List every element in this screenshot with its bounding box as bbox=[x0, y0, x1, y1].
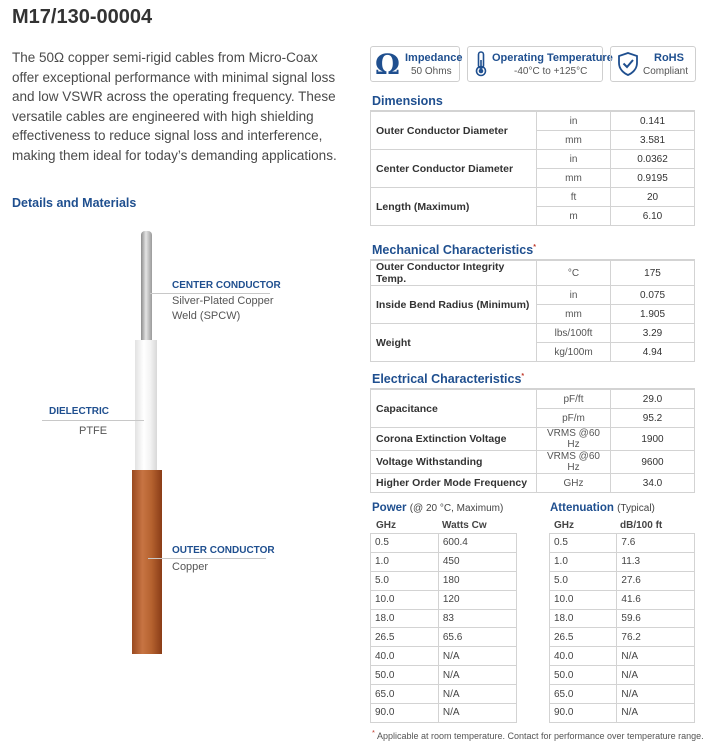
electrical-unit: VRMS @60 Hz bbox=[537, 451, 611, 474]
dielectric-material: PTFE bbox=[79, 425, 108, 437]
table-row bbox=[550, 704, 695, 723]
table-row bbox=[550, 647, 695, 666]
footnote-mark: * bbox=[372, 728, 375, 737]
power-frequency-cell: 90.0 bbox=[371, 704, 439, 723]
mechanical-value: 3.29 bbox=[611, 324, 695, 343]
attenuation-col-db: dB/100 ft bbox=[620, 520, 663, 531]
mechanical-value: 175 bbox=[611, 261, 695, 286]
table-row bbox=[371, 451, 695, 474]
rohs-badge bbox=[610, 46, 696, 82]
temperature-badge bbox=[467, 46, 613, 82]
power-value-cell: N/A bbox=[438, 704, 516, 723]
power-frequency-cell: 0.5 bbox=[371, 534, 439, 553]
attenuation-frequency-cell: 40.0 bbox=[550, 647, 617, 666]
table-row bbox=[371, 428, 695, 451]
power-heading-text: Power bbox=[372, 502, 407, 514]
dimensions-table bbox=[370, 111, 695, 226]
electrical-footnote-mark: * bbox=[521, 372, 525, 380]
power-qualifier: (@ 20 °C, Maximum) bbox=[409, 503, 504, 514]
electrical-unit: VRMS @60 Hz bbox=[537, 428, 611, 451]
attenuation-frequency-cell: 5.0 bbox=[550, 571, 617, 590]
table-row bbox=[371, 571, 517, 590]
attenuation-frequency-cell: 1.0 bbox=[550, 552, 617, 571]
attenuation-qualifier: (Typical) bbox=[617, 503, 655, 514]
mechanical-unit: kg/100m bbox=[537, 343, 611, 362]
product-title: M17/130-00004 bbox=[12, 6, 153, 28]
dimension-unit: mm bbox=[537, 169, 611, 188]
rohs-title: RoHS bbox=[654, 52, 684, 64]
power-value-cell: 180 bbox=[438, 571, 516, 590]
mechanical-value: 4.94 bbox=[611, 343, 695, 362]
attenuation-value-cell: N/A bbox=[617, 647, 695, 666]
outer-conductor-material: Copper bbox=[172, 561, 209, 573]
electrical-label: Voltage Withstanding bbox=[371, 451, 537, 474]
mechanical-value: 0.075 bbox=[611, 286, 695, 305]
mechanical-unit: °C bbox=[537, 261, 611, 286]
power-frequency-cell: 26.5 bbox=[371, 628, 439, 647]
attenuation-value-cell: 41.6 bbox=[617, 590, 695, 609]
table-row bbox=[550, 628, 695, 647]
table-row bbox=[550, 571, 695, 590]
dimension-label: Length (Maximum) bbox=[371, 188, 537, 226]
attenuation-value-cell: 76.2 bbox=[617, 628, 695, 647]
power-col-watts: Watts Cw bbox=[442, 520, 487, 531]
dimension-unit: m bbox=[537, 207, 611, 226]
table-row bbox=[371, 704, 517, 723]
details-heading: Details and Materials bbox=[12, 196, 137, 210]
dimension-value: 0.141 bbox=[611, 112, 695, 131]
dimension-label: Center Conductor Diameter bbox=[371, 150, 537, 188]
mechanical-unit: lbs/100ft bbox=[537, 324, 611, 343]
power-frequency-cell: 10.0 bbox=[371, 590, 439, 609]
shield-check-icon bbox=[616, 51, 640, 77]
omega-icon: Ω bbox=[375, 48, 400, 81]
attenuation-value-cell: 27.6 bbox=[617, 571, 695, 590]
power-value-cell: 120 bbox=[438, 590, 516, 609]
table-row bbox=[371, 150, 695, 169]
dimension-value: 0.0362 bbox=[611, 150, 695, 169]
impedance-title: Impedance bbox=[405, 52, 463, 64]
table-row bbox=[371, 628, 517, 647]
dimension-unit: in bbox=[537, 112, 611, 131]
electrical-value: 1900 bbox=[611, 428, 695, 451]
impedance-badge bbox=[370, 46, 463, 82]
center-conductor-title: CENTER CONDUCTOR bbox=[172, 280, 281, 291]
table-row bbox=[371, 188, 695, 207]
attenuation-value-cell: N/A bbox=[617, 666, 695, 685]
attenuation-heading bbox=[550, 502, 655, 514]
power-value-cell: 83 bbox=[438, 609, 516, 628]
electrical-label: Capacitance bbox=[371, 390, 537, 428]
dimension-unit: ft bbox=[537, 188, 611, 207]
mechanical-label: Inside Bend Radius (Minimum) bbox=[371, 286, 537, 324]
electrical-unit: pF/ft bbox=[537, 390, 611, 409]
table-row bbox=[371, 286, 695, 305]
mechanical-heading bbox=[372, 243, 536, 257]
table-row bbox=[550, 534, 695, 553]
electrical-unit: pF/m bbox=[537, 409, 611, 428]
attenuation-table bbox=[549, 533, 695, 723]
table-row bbox=[371, 261, 695, 286]
attenuation-frequency-cell: 65.0 bbox=[550, 685, 617, 704]
center-conductor-line2: Weld (SPCW) bbox=[172, 310, 241, 322]
power-table-body bbox=[371, 534, 517, 723]
outer-conductor-title: OUTER CONDUCTOR bbox=[172, 545, 275, 556]
attenuation-value-cell: 7.6 bbox=[617, 534, 695, 553]
electrical-unit: GHz bbox=[537, 474, 611, 493]
attenuation-value-cell: 59.6 bbox=[617, 609, 695, 628]
mechanical-label: Weight bbox=[371, 324, 537, 362]
table-row bbox=[371, 552, 517, 571]
attenuation-frequency-cell: 10.0 bbox=[550, 590, 617, 609]
table-row bbox=[550, 552, 695, 571]
attenuation-value-cell: N/A bbox=[617, 704, 695, 723]
mechanical-heading-text: Mechanical Characteristics bbox=[372, 243, 534, 257]
dimension-unit: mm bbox=[537, 131, 611, 150]
power-col-ghz: GHz bbox=[376, 520, 396, 531]
table-row bbox=[371, 324, 695, 343]
table-row bbox=[371, 112, 695, 131]
electrical-value: 95.2 bbox=[611, 409, 695, 428]
attenuation-value-cell: 11.3 bbox=[617, 552, 695, 571]
outer-conductor-illustration bbox=[132, 470, 162, 654]
dimension-value: 0.9195 bbox=[611, 169, 695, 188]
mechanical-value: 1.905 bbox=[611, 305, 695, 324]
table-row bbox=[371, 390, 695, 409]
power-frequency-cell: 50.0 bbox=[371, 666, 439, 685]
dimension-unit: in bbox=[537, 150, 611, 169]
electrical-heading bbox=[372, 372, 524, 386]
attenuation-frequency-cell: 18.0 bbox=[550, 609, 617, 628]
intro-paragraph: The 50Ω copper semi-rigid cables from Micro-Coax offer exceptional performance with minimal signal loss and low VSWR across the operating frequency. These versatile cables are engineered with high shielding effectiveness to reduce signal loss and interference, making them ideal for today’s demanding applications. bbox=[12, 50, 337, 163]
dimension-label: Outer Conductor Diameter bbox=[371, 112, 537, 150]
table-row bbox=[371, 474, 695, 493]
attenuation-value-cell: N/A bbox=[617, 685, 695, 704]
electrical-value: 29.0 bbox=[611, 390, 695, 409]
center-conductor-material bbox=[172, 294, 274, 324]
thermometer-icon bbox=[474, 51, 488, 77]
attenuation-heading-text: Attenuation bbox=[550, 502, 614, 514]
power-value-cell: 450 bbox=[438, 552, 516, 571]
dimension-value: 6.10 bbox=[611, 207, 695, 226]
temperature-title: Operating Temperature bbox=[492, 52, 613, 64]
power-value-cell: N/A bbox=[438, 666, 516, 685]
dielectric-callout-line bbox=[42, 420, 144, 421]
power-frequency-cell: 65.0 bbox=[371, 685, 439, 704]
attenuation-frequency-cell: 26.5 bbox=[550, 628, 617, 647]
outer-callout-line bbox=[148, 558, 266, 559]
table-row bbox=[371, 609, 517, 628]
center-conductor-illustration bbox=[141, 231, 152, 341]
table-row bbox=[550, 609, 695, 628]
table-row bbox=[371, 534, 517, 553]
power-heading bbox=[372, 502, 503, 514]
mechanical-unit: mm bbox=[537, 305, 611, 324]
power-frequency-cell: 18.0 bbox=[371, 609, 439, 628]
dimension-value: 20 bbox=[611, 188, 695, 207]
table-row bbox=[550, 685, 695, 704]
power-frequency-cell: 5.0 bbox=[371, 571, 439, 590]
electrical-heading-text: Electrical Characteristics bbox=[372, 372, 522, 386]
table-row bbox=[371, 685, 517, 704]
dielectric-title: DIELECTRIC bbox=[49, 406, 109, 417]
table-row bbox=[550, 666, 695, 685]
footnote bbox=[372, 728, 704, 741]
table-row bbox=[371, 647, 517, 666]
dimensions-heading: Dimensions bbox=[372, 94, 443, 108]
mechanical-footnote-mark: * bbox=[533, 243, 536, 251]
electrical-value: 34.0 bbox=[611, 474, 695, 493]
power-table bbox=[370, 533, 517, 723]
attenuation-col-ghz: GHz bbox=[554, 520, 574, 531]
power-value-cell: N/A bbox=[438, 647, 516, 666]
attenuation-frequency-cell: 90.0 bbox=[550, 704, 617, 723]
footnote-text: Applicable at room temperature. Contact for performance over temperature range. bbox=[376, 731, 704, 741]
mechanical-table bbox=[370, 260, 695, 362]
rohs-status: Compliant bbox=[643, 66, 689, 77]
center-conductor-line1: Silver-Plated Copper bbox=[172, 295, 274, 307]
table-row bbox=[550, 590, 695, 609]
mechanical-unit: in bbox=[537, 286, 611, 305]
electrical-table bbox=[370, 389, 695, 493]
attenuation-table-body bbox=[550, 534, 695, 723]
attenuation-frequency-cell: 50.0 bbox=[550, 666, 617, 685]
dimension-value: 3.581 bbox=[611, 131, 695, 150]
electrical-value: 9600 bbox=[611, 451, 695, 474]
power-value-cell: 65.6 bbox=[438, 628, 516, 647]
electrical-label: Higher Order Mode Frequency bbox=[371, 474, 537, 493]
attenuation-frequency-cell: 0.5 bbox=[550, 534, 617, 553]
dielectric-illustration bbox=[135, 340, 157, 471]
temperature-range: -40°C to +125°C bbox=[514, 66, 588, 77]
mechanical-label: Outer Conductor Integrity Temp. bbox=[371, 261, 537, 286]
electrical-label: Corona Extinction Voltage bbox=[371, 428, 537, 451]
power-value-cell: 600.4 bbox=[438, 534, 516, 553]
table-row bbox=[371, 590, 517, 609]
table-row bbox=[371, 666, 517, 685]
impedance-value: 50 Ohms bbox=[411, 66, 452, 77]
power-value-cell: N/A bbox=[438, 685, 516, 704]
power-frequency-cell: 1.0 bbox=[371, 552, 439, 571]
power-frequency-cell: 40.0 bbox=[371, 647, 439, 666]
